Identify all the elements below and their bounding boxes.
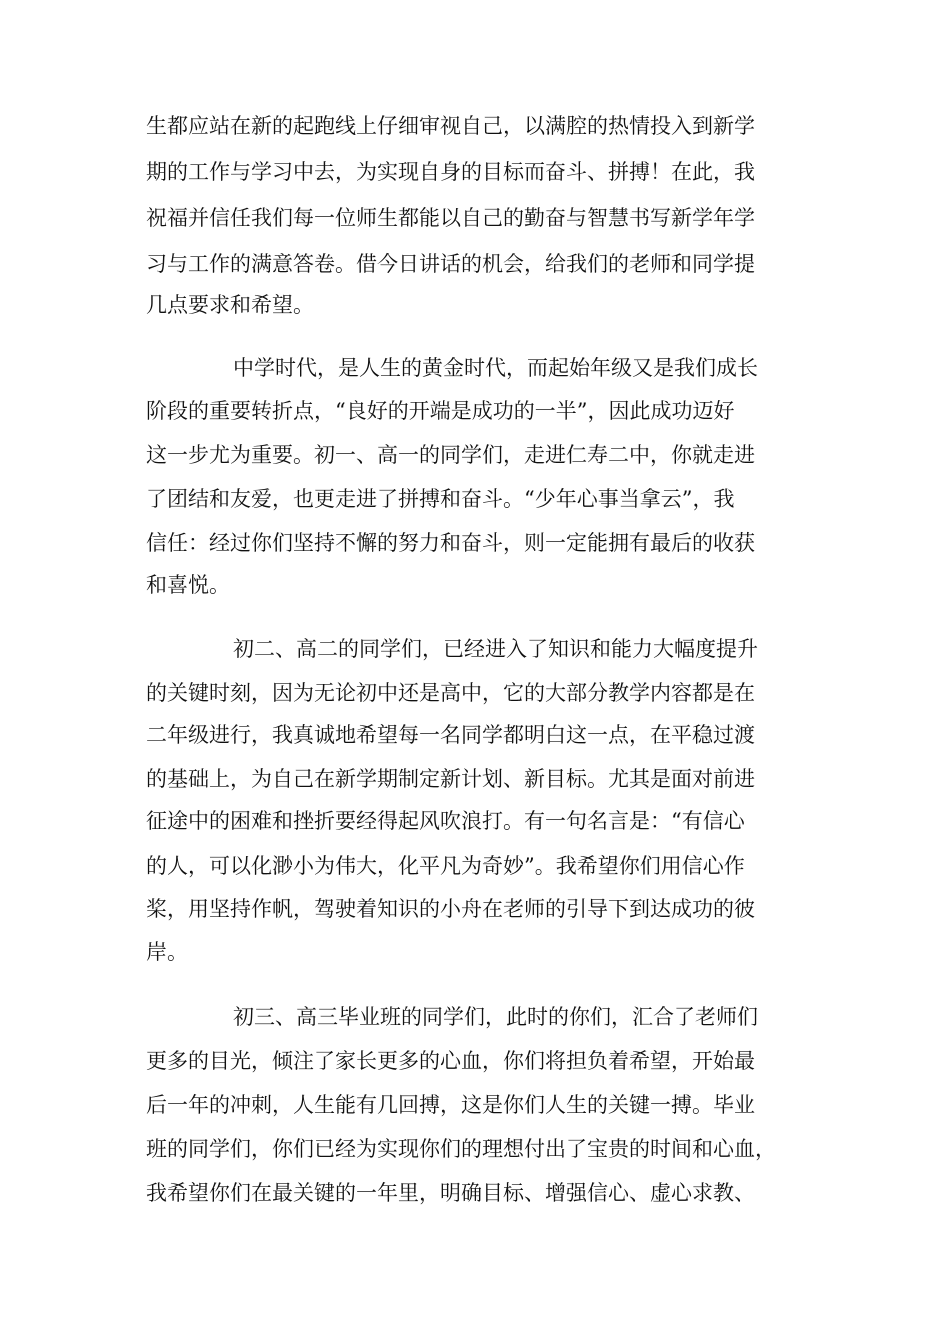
text-line: 阶段的重要转折点，“良好的开端是成功的一半”，因此成功迈好 xyxy=(146,399,735,423)
text-line: 期的工作与学习中去，为实现自身的目标而奋斗、拼搏！在此，我 xyxy=(146,160,755,184)
text-line: 的基础上，为自己在新学期制定新计划、新目标。尤其是面对前进 xyxy=(146,767,755,791)
text-line: 和喜悦。 xyxy=(146,573,230,597)
text-line: 桨，用坚持作帆，驾驶着知识的小舟在老师的引导下到达成功的彼 xyxy=(146,897,755,921)
text-line: 二年级进行，我真诚地希望每一名同学都明白这一点，在平稳过渡 xyxy=(146,723,755,747)
text-line: 岸。 xyxy=(146,940,188,964)
text-line: 班的同学们，你们已经为实现你们的理想付出了宝贵的时间和心血， xyxy=(146,1137,776,1161)
text-line: 更多的目光，倾注了家长更多的心血，你们将担负着希望，开始最 xyxy=(146,1049,755,1073)
text-line: 了团结和友爱，也更走进了拼搏和奋斗。“少年心事当拿云”，我 xyxy=(146,487,735,511)
text-line: 我希望你们在最关键的一年里，明确目标、增强信心、虚心求教、 xyxy=(146,1181,755,1205)
text-line: 后一年的冲刺，人生能有几回搏，这是你们人生的关键一搏。毕业 xyxy=(146,1093,755,1117)
text-line: 的人，可以化渺小为伟大，化平凡为奇妙”。我希望你们用信心作 xyxy=(146,854,745,878)
text-line: 征途中的困难和挫折要经得起风吹浪打。有一句名言是：“有信心 xyxy=(146,809,745,833)
text-line: 的关键时刻，因为无论初中还是高中，它的大部分教学内容都是在 xyxy=(146,681,755,705)
text-line: 生都应站在新的起跑线上仔细审视自己，以满腔的热情投入到新学 xyxy=(146,114,755,138)
text-line: 祝福并信任我们每一位师生都能以自己的勤奋与智慧书写新学年学 xyxy=(146,206,755,230)
text-line: 中学时代，是人生的黄金时代，而起始年级又是我们成长 xyxy=(233,356,758,380)
text-line: 这一步尤为重要。初一、高一的同学们，走进仁寿二中，你就走进 xyxy=(146,443,755,467)
text-line: 习与工作的满意答卷。借今日讲话的机会，给我们的老师和同学提 xyxy=(146,252,755,276)
text-line: 几点要求和希望。 xyxy=(146,293,314,317)
text-line: 初三、高三毕业班的同学们，此时的你们，汇合了老师们 xyxy=(233,1005,758,1029)
text-line: 信任：经过你们坚持不懈的努力和奋斗，则一定能拥有最后的收获 xyxy=(146,531,755,555)
text-line: 初二、高二的同学们，已经进入了知识和能力大幅度提升 xyxy=(233,637,758,661)
